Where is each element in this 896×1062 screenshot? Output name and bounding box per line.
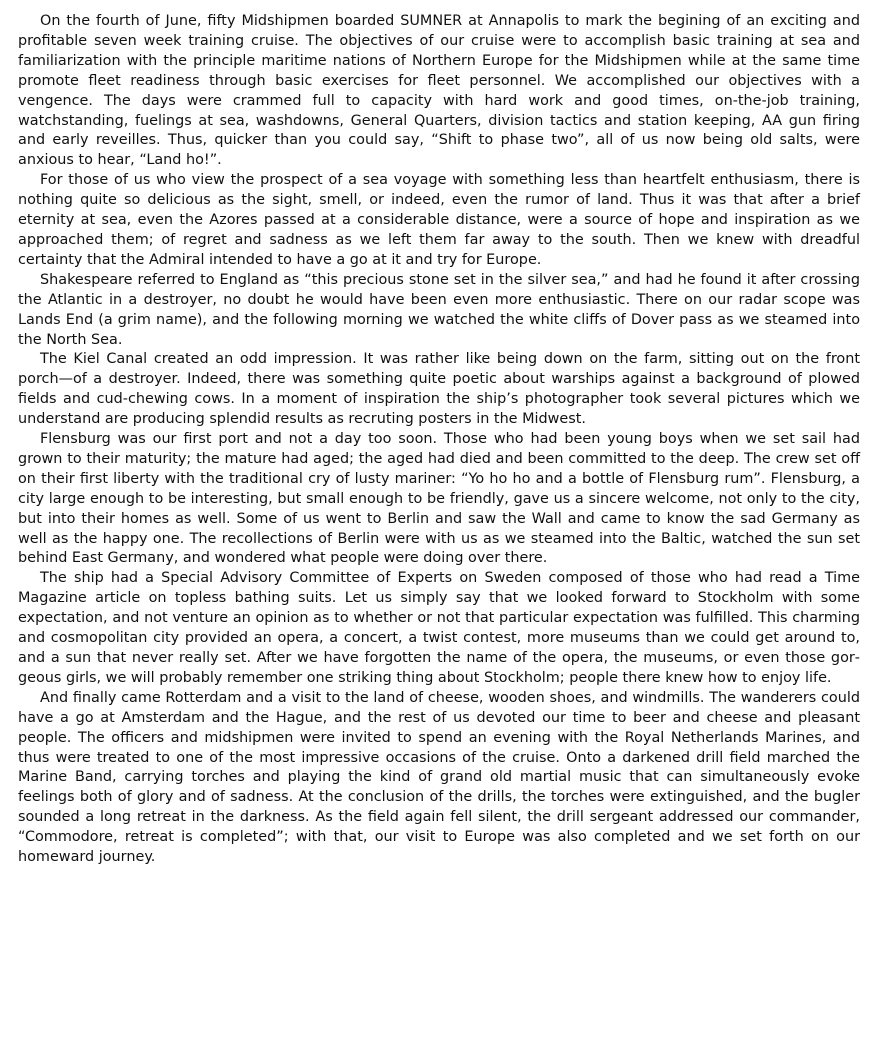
paragraph-embarkation: On the fourth of June, fifty Midshipmen boarded SUMNER at Annapolis to mark the begining of an exciting and profitable seven week training cruise. The objectives of our cruise were to accomplish basic training at sea and familiarization with the principle maritime nations of Northern Europe for the Midshipmen while at the same time promote fleet readiness through basic exercises for fleet personnel. We accomplished our objectives with a vengence. The days were crammed full to capacity with hard work and good times, on-the-job training, watchstanding, fuelings at sea, washdowns, General Quarters, division tactics and station keeping, AA gun firing and early reveilles. Thus, quicker than you could say, “Shift to phase two”, all of us now being old salts, were anxious to hear, “Land ho!”. [18,13,860,169]
paragraph-stockholm: The ship had a Special Advisory Committee of Experts on Sweden composed of those who had read a Time Magazine article on topless bathing suits. Let us simply say that we looked forward to Stockholm with some expectation, and not venture an opinion as to whether or not that particular expectation was fulfilled. This charming and cosmopolitan city provided an opera, a concert, a twist contest, more museums than we could get around to, and a sun that never really set. After we have forgotten the name of the opera, the museums, or even those gorgeous girls, we will probably remember one striking thing about Stockholm; people there knew how to enjoy life. [18,570,860,686]
paragraph-azores: For those of us who view the prospect of a sea voyage with something less than heartfelt enthusiasm, there is nothing quite so delicious as the sight, smell, or indeed, even the rumor of land. Thus it was that after a brief eternity at sea, even the Azores passed at a considerable distance, were a source of hope and inspiration as we approached them; of regret and sadness as we left them far away to the south. Then we knew with dreadful certainty that the Admiral intended to have a go at it and try for Europe. [18,172,860,268]
paragraph-flensburg: Flensburg was our first port and not a day too soon. Those who had been young boys when we set sail had grown to their maturity; the mature had aged; the aged had died and been committed to the deep. The crew set off on their first liberty with the traditional cry of lusty mariner: “Yo ho ho and a bottle of Flensburg rum”. Flensburg, a city large enough to be interesting, but small enough to be friendly, gave us a sincere welcome, not only to the city, but into their homes as well. Some of us went to Berlin and saw the Wall and came to know the sad Germany as well as the happy one. The recollections of Berlin were with us as we steamed into the Baltic, watched the sun set behind East Germany, and wondered what people were doing over there. [18,431,860,567]
paragraph-kiel-canal: The Kiel Canal created an odd impression. It was rather like being down on the farm, sitting out on the front porch—of a destroyer. Indeed, there was something quite poetic about warships against a background of plowed fields and cud-chewing cows. In a moment of inspiration the ship’s photographer took several pictures which we understand are producing splendid results as recruting posters in the Midwest. [18,351,860,428]
document-page [18,12,860,868]
paragraph-england: Shakespeare referred to England as “this precious stone set in the silver sea,” and had he found it after crossing the Atlantic in a destroyer, no doubt he would have been even more enthusiastic. There on our radar scope was Lands End (a grim name), and the following morning we watched the white cliffs of Dover pass as we steamed into the North Sea. [18,271,860,348]
paragraph-rotterdam: And finally came Rotterdam and a visit to the land of cheese, wooden shoes, and windmills. The wanderers could have a go at Amsterdam and the Hague, and the rest of us devoted our time to beer and cheese and pleasant people. The officers and midshipmen were invited to spend an evening with the Royal Netherlands Marines, and thus were treated to one of the most impressive occasions of the cruise. Onto a darkened drill field marched the Marine Band, carrying torches and playing the kind of grand old martial music that can simultaneously evoke feelings both of glory and of sadness. At the conclusion of the drills, the torches were extinguished, and the bugler sounded a long retreat in the darkness. As the field again fell silent, the drill sergeant addressed our commander, “Commodore, retreat is completed”; with that, our visit to Europe was also completed and we set forth on our homeward journey. [18,689,860,866]
